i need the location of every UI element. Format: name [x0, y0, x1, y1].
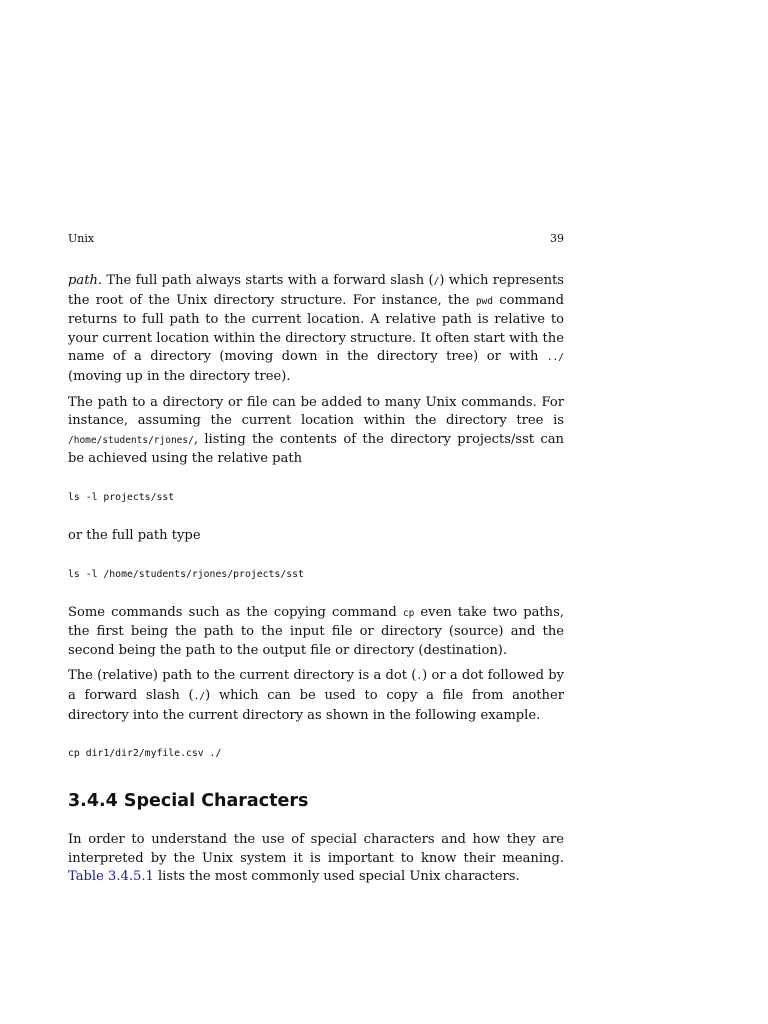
text-span: ) or a dot followed by a forward slash (: [68, 668, 564, 703]
text-span: (moving up in the directory tree).: [68, 368, 291, 384]
body-text: [68, 272, 564, 894]
text-span: ) which represents the root of the Unix directory structure. For instance, the: [68, 273, 564, 308]
inline-code: ./: [193, 690, 206, 702]
text-span: The (relative) path to the current directory is a dot (: [68, 668, 417, 684]
code-block-copy: cp dir1/dir2/myfile.csv ./: [68, 748, 222, 760]
paragraph-current-dir: [68, 667, 564, 725]
text-span: Some commands such as the copying command: [68, 604, 403, 620]
inline-code: /: [433, 276, 440, 287]
text-span: . The full path always starts with a forward slash (: [97, 273, 434, 288]
text-span: , listing the contents of the directory projects/sst can be achieved using the relative path: [68, 431, 564, 467]
paragraph-path-intro: [68, 272, 564, 387]
inline-code: .: [416, 671, 423, 683]
text-span: command returns to full path to the current location. A relative path is relative to your current location within the directory structure. It often start with the name of a directory (moving down in the directory tree) or with: [68, 292, 564, 365]
code-block-relative: ls -l projects/sst: [68, 491, 175, 503]
paragraph-copy-command: [68, 604, 564, 661]
paragraph-special-characters: [68, 831, 564, 887]
inline-code: pwd: [475, 295, 493, 307]
text-span: The path to a directory or file can be added to many Unix commands. For instance, assuming the current location within the directory tree is: [68, 394, 564, 429]
inline-code: cp: [402, 607, 415, 619]
code-block-full: ls -l /home/students/rjones/projects/sst: [68, 568, 304, 580]
inline-code: ../: [546, 352, 564, 364]
section-heading: 3.4.4 Special Characters: [68, 791, 309, 812]
inline-code: /home/students/rjones/: [68, 434, 194, 446]
paragraph-full-path: or the full path type: [68, 527, 201, 543]
term-path: path: [68, 273, 98, 288]
text-span: In order to understand the use of special characters and how they are interpreted by the Unix system it is important to know their meaning.: [68, 832, 564, 866]
running-header-title: Unix: [68, 232, 95, 245]
text-span: even take two paths, the first being the path to the input file or directory (source) and the second being the path to the output file or directory (destination).: [68, 604, 564, 658]
paragraph-path-commands: [68, 394, 564, 469]
text-span: ) which can be used to copy a file from another directory into the current directory as shown in the following example.: [68, 687, 564, 723]
table-reference-link[interactable]: Table 3.4.5.1: [68, 869, 154, 885]
page-number: 39: [550, 232, 564, 245]
text-span: lists the most commonly used special Unix characters.: [153, 869, 520, 885]
